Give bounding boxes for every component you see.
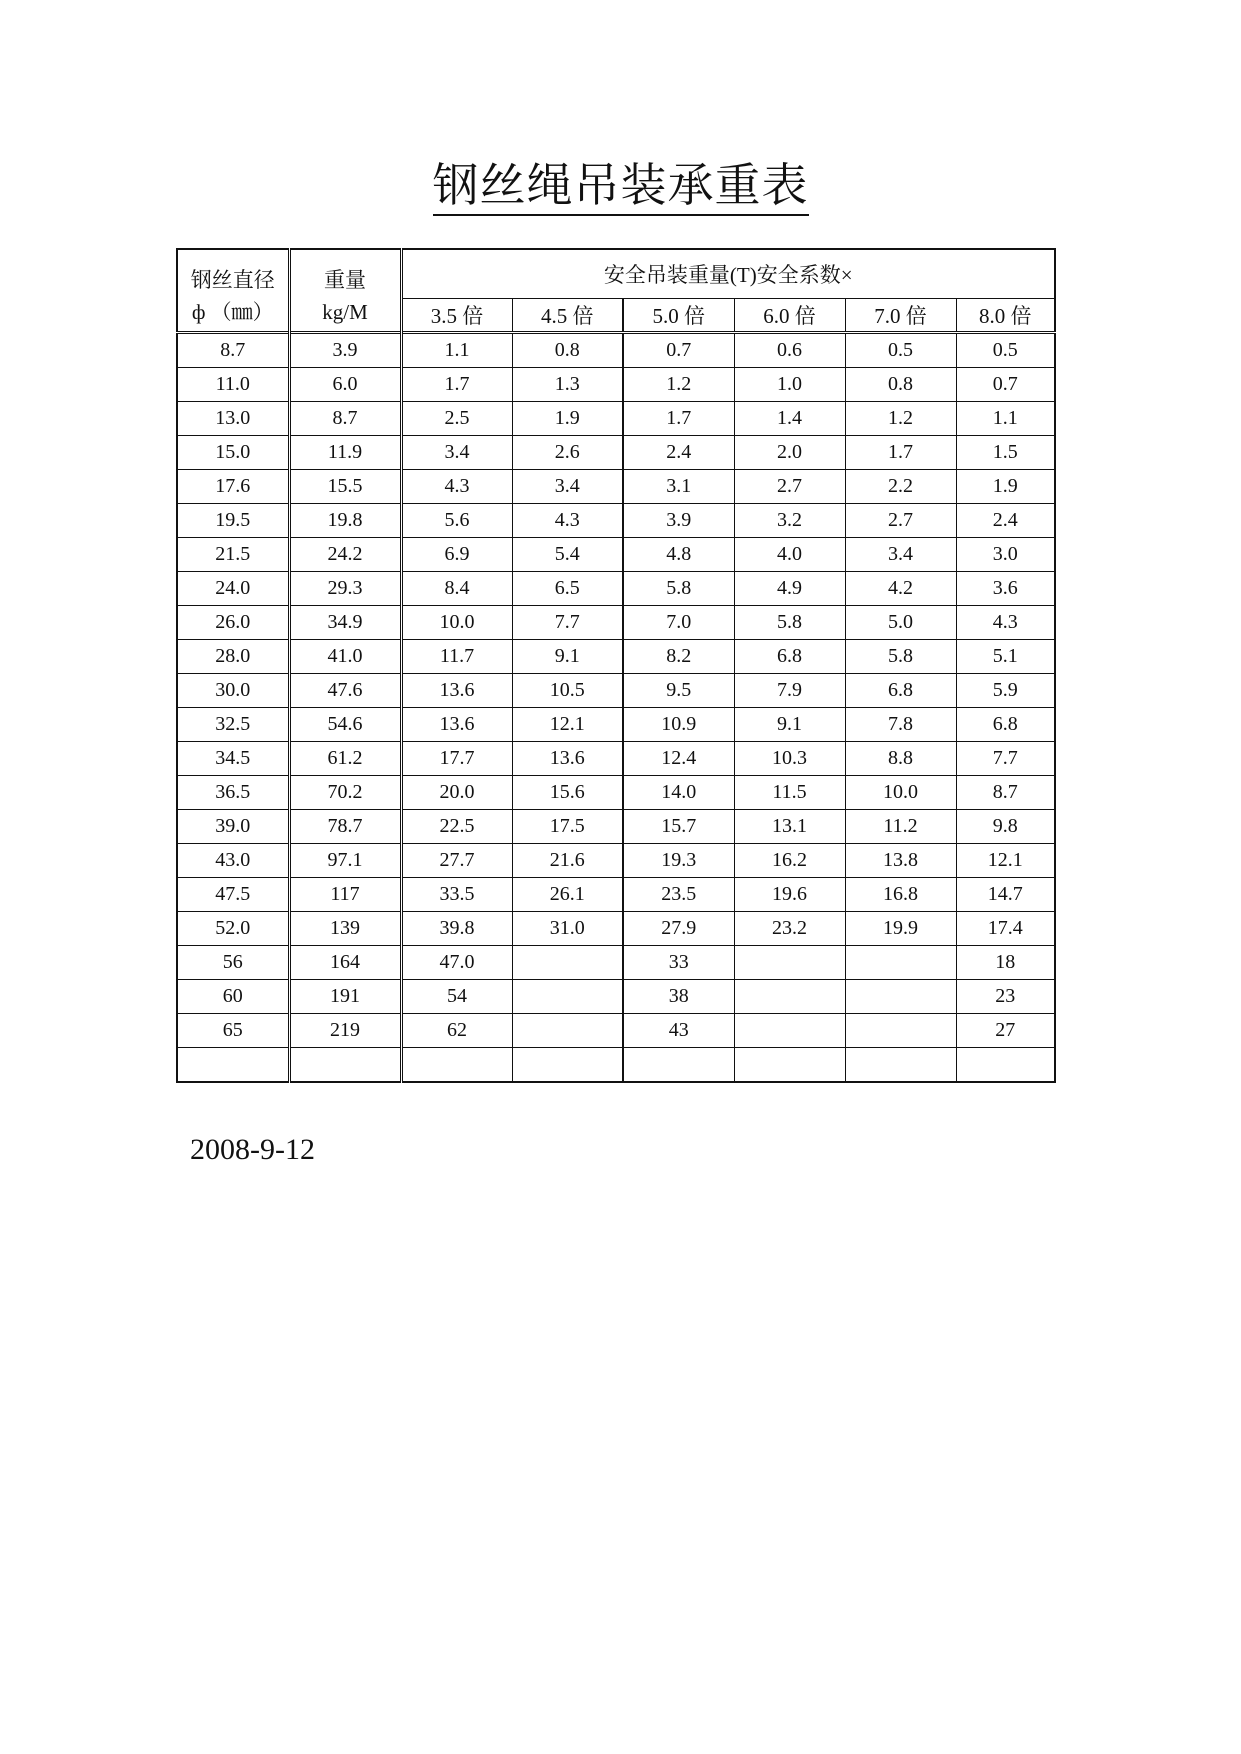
weight-cell: 54.6 [289, 708, 401, 742]
diameter-cell: 24.0 [177, 572, 289, 606]
load-5-0-cell: 4.8 [623, 538, 734, 572]
load-6-0-cell: 1.0 [734, 368, 845, 402]
load-6-0-cell: 23.2 [734, 912, 845, 946]
load-7-0-cell: 1.7 [845, 436, 956, 470]
load-5-0-cell: 8.2 [623, 640, 734, 674]
load-4-5-cell: 0.8 [512, 333, 623, 368]
weight-cell: 139 [289, 912, 401, 946]
load-4-5-cell: 10.5 [512, 674, 623, 708]
safety-factor-header: 5.0 倍 [623, 299, 734, 333]
safety-factor-header: 3.5 倍 [401, 299, 512, 333]
load-7-0-cell: 0.8 [845, 368, 956, 402]
diameter-cell: 28.0 [177, 640, 289, 674]
load-6-0-cell [734, 1048, 845, 1083]
load-5-0-cell: 14.0 [623, 776, 734, 810]
load-6-0-cell: 19.6 [734, 878, 845, 912]
load-7-0-cell: 19.9 [845, 912, 956, 946]
load-3-5-cell: 3.4 [401, 436, 512, 470]
load-3-5-cell: 11.7 [401, 640, 512, 674]
diameter-cell [177, 1048, 289, 1083]
diameter-cell: 39.0 [177, 810, 289, 844]
diameter-cell: 60 [177, 980, 289, 1014]
diameter-cell: 52.0 [177, 912, 289, 946]
diameter-cell: 36.5 [177, 776, 289, 810]
load-7-0-cell [845, 980, 956, 1014]
load-8-0-cell: 1.5 [956, 436, 1055, 470]
load-4-5-cell: 13.6 [512, 742, 623, 776]
table-row [177, 572, 1055, 606]
diameter-cell: 43.0 [177, 844, 289, 878]
load-7-0-cell [845, 946, 956, 980]
diameter-cell: 26.0 [177, 606, 289, 640]
load-6-0-cell: 9.1 [734, 708, 845, 742]
load-5-0-cell: 0.7 [623, 333, 734, 368]
load-8-0-cell: 7.7 [956, 742, 1055, 776]
load-3-5-cell: 6.9 [401, 538, 512, 572]
diameter-header-line2: ф （㎜） [191, 300, 274, 324]
load-7-0-cell: 1.2 [845, 402, 956, 436]
load-8-0-cell: 14.7 [956, 878, 1055, 912]
load-7-0-cell: 2.2 [845, 470, 956, 504]
load-3-5-cell: 22.5 [401, 810, 512, 844]
load-8-0-cell: 1.9 [956, 470, 1055, 504]
load-3-5-cell: 1.1 [401, 333, 512, 368]
wire-rope-load-table [176, 248, 1056, 1083]
load-4-5-cell: 9.1 [512, 640, 623, 674]
table-row [177, 538, 1055, 572]
load-3-5-cell: 20.0 [401, 776, 512, 810]
document-date: 2008-9-12 [190, 1133, 315, 1166]
load-5-0-cell: 12.4 [623, 742, 734, 776]
load-8-0-cell: 23 [956, 980, 1055, 1014]
load-5-0-cell [623, 1048, 734, 1083]
load-3-5-cell: 47.0 [401, 946, 512, 980]
load-8-0-cell: 17.4 [956, 912, 1055, 946]
load-4-5-cell: 6.5 [512, 572, 623, 606]
weight-cell: 34.9 [289, 606, 401, 640]
load-5-0-cell: 5.8 [623, 572, 734, 606]
diameter-cell: 19.5 [177, 504, 289, 538]
load-7-0-cell: 2.7 [845, 504, 956, 538]
load-3-5-cell: 17.7 [401, 742, 512, 776]
load-8-0-cell: 2.4 [956, 504, 1055, 538]
load-7-0-cell: 8.8 [845, 742, 956, 776]
table-row [177, 742, 1055, 776]
weight-cell: 15.5 [289, 470, 401, 504]
load-3-5-cell: 27.7 [401, 844, 512, 878]
table-row [177, 470, 1055, 504]
load-4-5-cell: 5.4 [512, 538, 623, 572]
table-row [177, 368, 1055, 402]
load-8-0-cell: 0.5 [956, 333, 1055, 368]
weight-cell: 8.7 [289, 402, 401, 436]
weight-cell: 6.0 [289, 368, 401, 402]
table-row [177, 504, 1055, 538]
diameter-cell: 65 [177, 1014, 289, 1048]
load-3-5-cell: 13.6 [401, 674, 512, 708]
weight-cell: 47.6 [289, 674, 401, 708]
diameter-header-line1: 钢丝直径 [190, 268, 275, 292]
load-7-0-cell: 16.8 [845, 878, 956, 912]
weight-header [289, 249, 401, 333]
load-6-0-cell: 2.0 [734, 436, 845, 470]
load-8-0-cell: 6.8 [956, 708, 1055, 742]
load-8-0-cell: 0.7 [956, 368, 1055, 402]
diameter-cell: 21.5 [177, 538, 289, 572]
load-5-0-cell: 15.7 [623, 810, 734, 844]
safety-factor-header: 8.0 倍 [956, 299, 1055, 333]
load-7-0-cell: 10.0 [845, 776, 956, 810]
weight-cell: 24.2 [289, 538, 401, 572]
diameter-cell: 32.5 [177, 708, 289, 742]
load-4-5-cell: 26.1 [512, 878, 623, 912]
load-5-0-cell: 23.5 [623, 878, 734, 912]
load-6-0-cell: 3.2 [734, 504, 845, 538]
table-row [177, 980, 1055, 1014]
safety-factor-header: 6.0 倍 [734, 299, 845, 333]
load-4-5-cell: 4.3 [512, 504, 623, 538]
load-5-0-cell: 7.0 [623, 606, 734, 640]
load-7-0-cell: 5.8 [845, 640, 956, 674]
load-8-0-cell: 12.1 [956, 844, 1055, 878]
weight-header-line2: kg/M [322, 300, 368, 324]
load-7-0-cell: 5.0 [845, 606, 956, 640]
table-row [177, 708, 1055, 742]
load-6-0-cell: 13.1 [734, 810, 845, 844]
load-8-0-cell: 18 [956, 946, 1055, 980]
load-4-5-cell [512, 946, 623, 980]
load-4-5-cell: 1.3 [512, 368, 623, 402]
load-7-0-cell: 3.4 [845, 538, 956, 572]
weight-cell: 29.3 [289, 572, 401, 606]
safe-load-group-header: 安全吊装重量(T)安全系数× [401, 249, 1055, 299]
load-6-0-cell: 0.6 [734, 333, 845, 368]
load-3-5-cell: 4.3 [401, 470, 512, 504]
load-8-0-cell: 9.8 [956, 810, 1055, 844]
safety-factor-header: 7.0 倍 [845, 299, 956, 333]
load-4-5-cell: 7.7 [512, 606, 623, 640]
load-8-0-cell: 5.1 [956, 640, 1055, 674]
safety-factor-header: 4.5 倍 [512, 299, 623, 333]
load-5-0-cell: 9.5 [623, 674, 734, 708]
load-8-0-cell [956, 1048, 1055, 1083]
load-6-0-cell: 1.4 [734, 402, 845, 436]
load-5-0-cell: 2.4 [623, 436, 734, 470]
table-row [177, 333, 1055, 368]
load-3-5-cell: 13.6 [401, 708, 512, 742]
table-row [177, 776, 1055, 810]
diameter-cell: 47.5 [177, 878, 289, 912]
load-4-5-cell: 12.1 [512, 708, 623, 742]
load-3-5-cell: 62 [401, 1014, 512, 1048]
diameter-cell: 30.0 [177, 674, 289, 708]
diameter-cell: 15.0 [177, 436, 289, 470]
load-5-0-cell: 33 [623, 946, 734, 980]
diameter-cell: 11.0 [177, 368, 289, 402]
load-6-0-cell: 10.3 [734, 742, 845, 776]
weight-header-line1: 重量 [324, 268, 367, 292]
load-4-5-cell [512, 1048, 623, 1083]
load-5-0-cell: 3.1 [623, 470, 734, 504]
load-5-0-cell: 10.9 [623, 708, 734, 742]
load-4-5-cell: 15.6 [512, 776, 623, 810]
diameter-cell: 56 [177, 946, 289, 980]
weight-cell: 117 [289, 878, 401, 912]
weight-cell: 3.9 [289, 333, 401, 368]
diameter-header [177, 249, 289, 333]
load-7-0-cell: 0.5 [845, 333, 956, 368]
table-row [177, 946, 1055, 980]
load-3-5-cell: 2.5 [401, 402, 512, 436]
load-6-0-cell: 7.9 [734, 674, 845, 708]
load-3-5-cell: 39.8 [401, 912, 512, 946]
load-3-5-cell: 8.4 [401, 572, 512, 606]
weight-cell: 164 [289, 946, 401, 980]
load-8-0-cell: 3.6 [956, 572, 1055, 606]
load-8-0-cell: 4.3 [956, 606, 1055, 640]
diameter-cell: 17.6 [177, 470, 289, 504]
load-5-0-cell: 3.9 [623, 504, 734, 538]
load-8-0-cell: 3.0 [956, 538, 1055, 572]
load-3-5-cell: 5.6 [401, 504, 512, 538]
load-6-0-cell [734, 946, 845, 980]
weight-cell: 11.9 [289, 436, 401, 470]
table-row [177, 402, 1055, 436]
load-6-0-cell: 4.9 [734, 572, 845, 606]
load-7-0-cell: 7.8 [845, 708, 956, 742]
load-5-0-cell: 1.7 [623, 402, 734, 436]
load-4-5-cell: 2.6 [512, 436, 623, 470]
load-4-5-cell: 31.0 [512, 912, 623, 946]
load-6-0-cell [734, 980, 845, 1014]
load-3-5-cell: 10.0 [401, 606, 512, 640]
load-7-0-cell: 13.8 [845, 844, 956, 878]
table-row [177, 606, 1055, 640]
load-7-0-cell: 4.2 [845, 572, 956, 606]
load-5-0-cell: 27.9 [623, 912, 734, 946]
table-row [177, 878, 1055, 912]
weight-cell: 78.7 [289, 810, 401, 844]
table-row [177, 640, 1055, 674]
load-6-0-cell: 6.8 [734, 640, 845, 674]
diameter-cell: 34.5 [177, 742, 289, 776]
diameter-cell: 13.0 [177, 402, 289, 436]
load-6-0-cell: 2.7 [734, 470, 845, 504]
load-6-0-cell [734, 1014, 845, 1048]
load-5-0-cell: 43 [623, 1014, 734, 1048]
load-5-0-cell: 1.2 [623, 368, 734, 402]
load-3-5-cell [401, 1048, 512, 1083]
table-row [177, 674, 1055, 708]
load-4-5-cell: 1.9 [512, 402, 623, 436]
weight-cell: 70.2 [289, 776, 401, 810]
load-8-0-cell: 1.1 [956, 402, 1055, 436]
load-4-5-cell: 17.5 [512, 810, 623, 844]
document-title-text: 钢丝绳吊装承重表 [433, 158, 809, 216]
table-row [177, 844, 1055, 878]
weight-cell: 19.8 [289, 504, 401, 538]
load-5-0-cell: 19.3 [623, 844, 734, 878]
weight-cell: 191 [289, 980, 401, 1014]
table-row [177, 436, 1055, 470]
load-4-5-cell: 3.4 [512, 470, 623, 504]
load-6-0-cell: 11.5 [734, 776, 845, 810]
load-3-5-cell: 1.7 [401, 368, 512, 402]
load-7-0-cell [845, 1014, 956, 1048]
weight-cell: 41.0 [289, 640, 401, 674]
table-row [177, 1048, 1055, 1083]
weight-cell: 97.1 [289, 844, 401, 878]
load-8-0-cell: 27 [956, 1014, 1055, 1048]
table-row [177, 810, 1055, 844]
load-7-0-cell [845, 1048, 956, 1083]
weight-cell: 61.2 [289, 742, 401, 776]
load-6-0-cell: 5.8 [734, 606, 845, 640]
table-row [177, 912, 1055, 946]
load-8-0-cell: 5.9 [956, 674, 1055, 708]
load-6-0-cell: 4.0 [734, 538, 845, 572]
weight-cell [289, 1048, 401, 1083]
load-3-5-cell: 33.5 [401, 878, 512, 912]
load-7-0-cell: 11.2 [845, 810, 956, 844]
load-7-0-cell: 6.8 [845, 674, 956, 708]
load-4-5-cell: 21.6 [512, 844, 623, 878]
table-body [177, 333, 1055, 1083]
load-6-0-cell: 16.2 [734, 844, 845, 878]
document-title [0, 155, 1241, 215]
diameter-cell: 8.7 [177, 333, 289, 368]
load-3-5-cell: 54 [401, 980, 512, 1014]
load-5-0-cell: 38 [623, 980, 734, 1014]
weight-cell: 219 [289, 1014, 401, 1048]
table-row [177, 1014, 1055, 1048]
load-4-5-cell [512, 980, 623, 1014]
load-4-5-cell [512, 1014, 623, 1048]
load-8-0-cell: 8.7 [956, 776, 1055, 810]
